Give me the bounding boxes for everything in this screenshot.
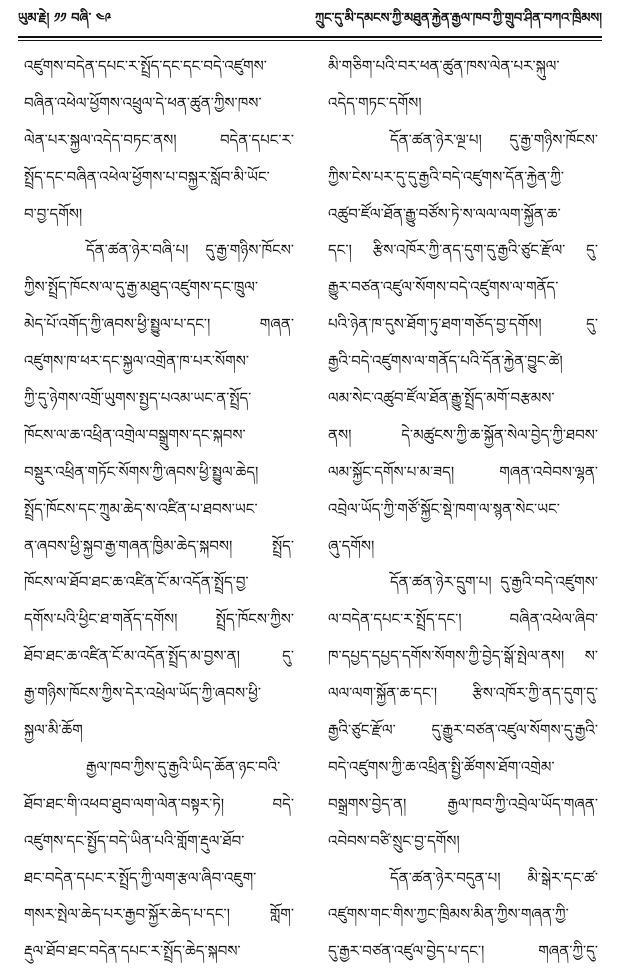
text-line: ཞུ་དགོས། — [328, 536, 375, 555]
text-line: འབེབས་བཙི་སྲུང་བྱ་དགོས། — [328, 831, 460, 850]
text-line: རྡུལ་ཐོབ་ཐང་བདེན་དཔང་ར་སྤྲོད་ཆེད་སྐབས་ — [24, 942, 241, 961]
text-line: ལ་བདེན་དཔང་ར་སྤྲོད་དང་། བཞིན་འཕེལ་ཞིབ་ — [328, 610, 598, 629]
text-line: འདེད་གཏང་དགོས། — [328, 93, 422, 112]
text-line: ན་ཞབས་ཕྱི་སྐྱབ་རྒྱ་གཞན་ཁྱིམ་ཆེད་སྐབས། སྤྲོད་ — [24, 536, 294, 555]
text-line: འབྲེལ་ཡོད་ཀྱི་གཙོ་སྐྱོང་སྡེ་ཁག་ལ་སྙན་སེང་ཡང་ — [328, 499, 560, 518]
text-line: རྒྱུར་བཙན་འཛུལ་སོགས་བདེ་འཛུགས་ལ་གནོད་ — [328, 278, 559, 297]
text-line: ཀྱི་དུ་ཉེགས་འགྲོ་ཡུགས་སྤྱད་པའམ་ཡང་ན་སྤྲོད་ — [24, 389, 252, 408]
text-line: བསྡུར་འཕྲིན་གཏོང་སོགས་ཀྱི་ཞབས་ཕྱི་སྤྱུལ་ཆེད། — [24, 462, 259, 481]
text-line: དགོས་པའི་ཕྱིང་ཐ་གནོད་དགོས། སྤྲོད་ཁོངས་ཀྱིས་ — [24, 610, 294, 629]
text-line: ཁོངས་ལ་ཐོབ་ཐང་ཆ་འཛིན་ངོ་མ་འདོན་སྤྲོད་བྱ་ — [24, 573, 249, 592]
text-line: སྤྲོད་དང་བཞིན་འཕེལ་ཕྱོགས་པ་བསྐྱར་སློབ་མི་ཡོང་ — [24, 167, 270, 186]
article-heading-line: དོན་ཚན་ཉེར་དྲུག་པ། དུ་རྒྱའི་བདེ་འཛུགས་ — [390, 573, 598, 592]
text-line: དང་། རྩིས་འཁོར་ཀྱི་ནད་དུག་དུ་རྒྱའི་ཙུང་རྫོལ་ དུ་ — [328, 241, 598, 260]
text-line: རྒྱ་གཉིས་ཁོངས་ཀྱིས་དེར་འཕྲེལ་ཡོད་ཀྱི་ཞབས་ཕྱི་ — [24, 684, 262, 703]
running-header — [18, 10, 602, 32]
text-line: རྒྱའི་ཙུང་རྫོལ་ དུ་རྒྱུར་བཙན་འཛུལ་སོགས་དུ་རྒྱའི་ — [328, 721, 598, 740]
left-column — [24, 48, 294, 961]
paragraph-start-line: རྒྱལ་ཁབ་ཀྱིས་དུ་རྒྱའི་ཡིད་ཆོན་ཉང་བའི་ — [86, 757, 281, 776]
text-line: ཀྱིས་ངེས་པར་དུ་དུ་རྒྱའི་བདེ་འཛུགས་དོན་རྐྱེན་ཀྱི་ — [328, 167, 564, 186]
right-column — [328, 48, 598, 961]
text-line: ཐོབ་ཐང་ཆ་འཛིན་ངོ་མ་འདོན་སྤྲོད་མ་བྱས་ན། དུ་ — [24, 647, 294, 666]
text-line: འཛུགས་གང་གིས་ཀྱང་ཁྲིམས་མིན་ཀྱིས་གཞན་ཀྱི་ — [328, 905, 569, 924]
text-line: འཛུགས་དང་སྤྱོད་བདེ་ཡིན་པའི་གློག་རྡུལ་ཐོབ་ — [24, 831, 245, 850]
text-line: དུ་རྒྱར་བཙན་འཛུལ་བྱེད་པ་དང་། གཞན་ཀྱི་དུ་ — [328, 942, 598, 961]
header-rule-thin — [18, 40, 602, 41]
text-line: ཁ་དཔྱད་དཔྱད་དགོས་སོགས་ཀྱི་བྱེད་སྒོ་སྤེལ་ནས། ས་ — [328, 647, 598, 666]
text-line: ཐོབ་ཐང་གི་འཕབ་ཐུབ་ལག་ལེན་བསྟར་ཏེ། བདེ་ — [24, 794, 294, 813]
text-line: འཚུབ་ཛོལ་ཐོན་རྒྱུ་བཙོས་ཏེ་ས་ལལ་ལག་སྐྱོན་ཆ་ — [328, 204, 561, 223]
article-heading-line: དོན་ཚན་ཉེར་བདུན་པ། མི་སྒེར་དང་ཚ་ — [390, 868, 598, 887]
text-line: མི་གཅིག་པའི་བར་ཕན་ཚུན་ཁས་ལེན་པར་སྐུལ་ — [328, 57, 560, 75]
text-line: ལེན་པར་སྐྱལ་འདེད་བཏང་ནས། བདེན་དཔང་ར་ — [24, 130, 294, 149]
text-line: ལལ་ལག་སྐྱོན་ཆ་དང་། རྩིས་འཁོར་ཀྱི་ནད་དུག་དུ་ — [328, 684, 598, 703]
text-line: པའི་ཉེན་ཁ་དུས་ཐོག་ཏུ་ཐག་གཅོད་བྱ་དགོས། དུ་ — [328, 315, 598, 334]
text-line: གསར་སྤེལ་ཆེད་པར་རྒྱབ་སྐྱོར་ཆེད་པ་དང་། གློག་ — [24, 905, 294, 924]
text-line: སྤྲོད་ཁོངས་དང་ཀྲུམ་ཆེད་ས་འཛིན་པ་ཐབས་ཡང་ — [24, 499, 258, 518]
text-line: འཛུགས་ཁ་ཕར་དང་སྐྱལ་འགྲེན་ཁ་པར་སོགས་ — [24, 352, 249, 371]
article-heading-line: དོན་ཚན་ཉེར་ལྔ་པ། དུ་རྒྱ་གཉིས་ཁོངས་ — [390, 130, 598, 149]
text-line: ཁོངས་ལ་ཆ་འཕྲིན་འགྲེལ་བསྒྲུགས་དང་སྐབས་ — [24, 425, 246, 444]
text-line: བ་བྱ་དགོས། — [24, 204, 83, 223]
text-line: མེད་པོ་འགོད་ཀྱི་ཞབས་ཕྱི་སྤྱུལ་པ་དང་། གཞན་ — [24, 315, 294, 334]
text-line: ཀྱིས་སྤྲོད་ཁོངས་ལ་དུ་རྒྱ་མཐུད་འཛུགས་དང་ཁྲུལ་ — [24, 278, 259, 297]
header-rule-thick — [18, 36, 602, 38]
text-line: རྒྱའི་བདེ་འཛུགས་ལ་གནོད་པའི་དོན་རྐྱེན་བྱུང་ཚེ། — [328, 352, 563, 371]
text-line: འཛུགས་བདེན་དཔང་ར་སྤྲོད་དང་དང་བདེ་འཛུགས་ — [24, 57, 267, 75]
text-line: ལམ་སེང་འཚུབ་ཛོལ་ཐོན་རྒྱུ་སྤྲོད་མགོ་བརྩམས་ — [328, 389, 555, 408]
text-line: ནས། དེ་མཚུངས་ཀྱི་ཆ་སྐྱོན་སེལ་བྱེད་ཀྱི་ཐབས་ — [328, 425, 598, 444]
article-heading-line: དོན་ཚན་ཉེར་བཞི་པ། དུ་རྒྱ་གཉིས་ཁོངས་ — [86, 241, 294, 260]
text-line: བཞིན་འཕེལ་ཕྱོགས་འཕྲུལ་དེ་ཕན་ཚུན་ཀྱིས་ཁས་ — [24, 93, 262, 112]
header-left: ཡུམ་རྗེ། ༡༡ བཞི་ ༤༩ — [18, 10, 112, 26]
text-line: ཐང་བདེན་དཔང་ར་སྤྲོད་ཀྱི་ལག་རྩལ་ཞིབ་འཇུག་ — [24, 868, 257, 887]
text-line: སྐྱལ་མི་ཆོག — [24, 721, 83, 740]
text-line: བདེ་འཛུགས་ཀྱི་ཆ་འཕྲིན་སྤྱི་ཚོགས་ཐོག་འགྲེམ་ — [328, 757, 555, 776]
text-line: བསྒྲགས་བྱེད་ན། རྒྱལ་ཁབ་ཀྱི་འབྲེལ་ཡོད་གཞན་ — [328, 794, 598, 813]
text-line: ལམ་སྐྱོང་དགོས་པ་མ་ཟད། གཞན་འབེབས་ལྷན་ — [328, 462, 598, 481]
header-right: ཀྲུང་དུ་མི་དམངས་ཀྱི་མཐུན་རྐྱེན་རྒྱལ་ཁབ་ཀྱི་གྲུབ་ཤིན་བཀའ་ཁྲིམས། — [315, 10, 602, 26]
